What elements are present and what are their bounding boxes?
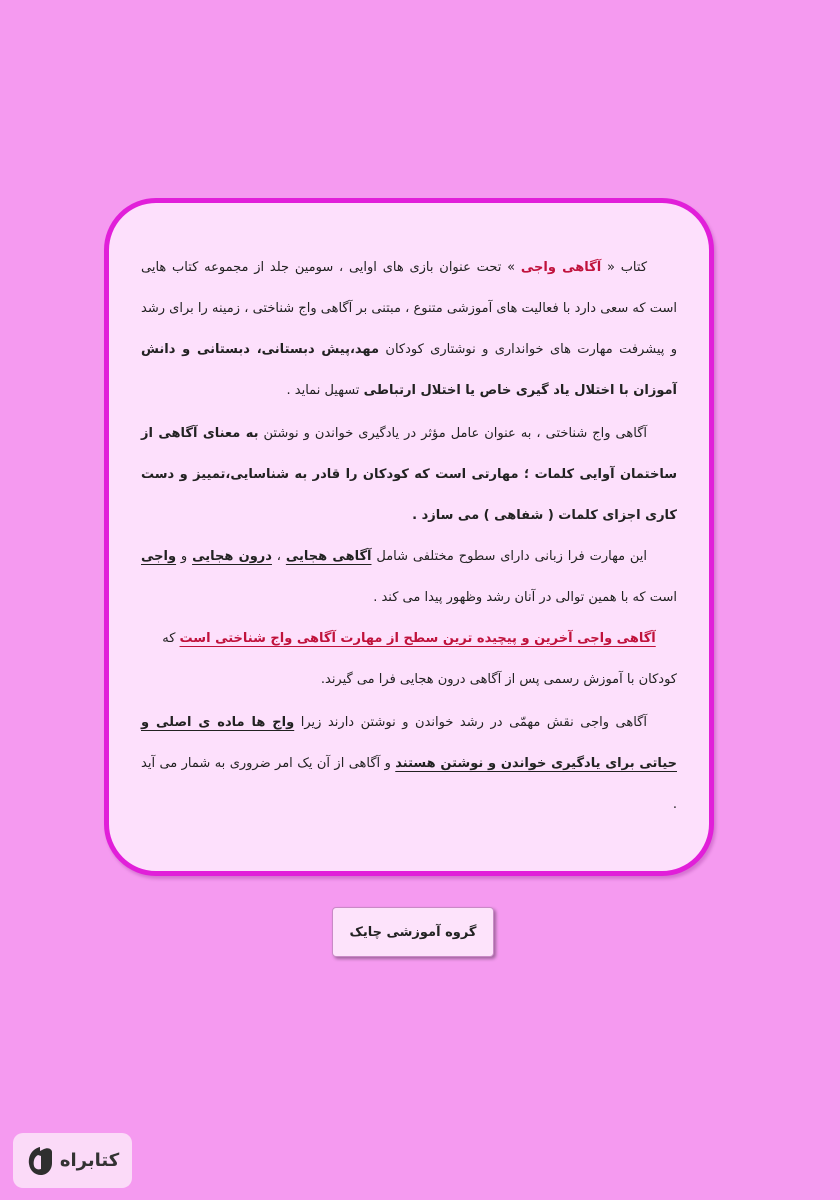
level-syllable: آگاهی هجایی [285,549,372,564]
credit-label: گروه آموزشی چایک [349,924,477,940]
kitabrah-logo[interactable] [13,1133,132,1188]
book-description [141,247,677,825]
paragraph-intro [141,247,677,411]
kitabrah-logo-icon [26,1146,54,1176]
text-run: این مهارت فرا زبانی دارای سطوح مختلفی شامل [371,549,648,564]
paragraph-highlight [141,618,677,659]
text-run: آگاهی واج شناختی ، به عنوان عامل مؤثر در یادگیری خواندن و نوشتن [258,426,647,441]
level-phonemic: واجی [141,549,177,564]
text-run: کتاب « [601,260,648,275]
paragraph-importance [141,702,677,825]
text-run: کودکان با آموزش رسمی پس از آگاهی درون هجایی فرا می گیرند. [320,672,677,687]
paragraph-children [141,659,677,700]
book-title: آگاهی واجی [520,260,602,275]
text-run: تسهیل نماید . [286,383,364,398]
logo-text: کتابراه [59,1150,120,1171]
text-run: ، [271,549,286,564]
text-run: » تحت عنوان بازی های اوایی ، سومین جلد از مجموعه کتاب هایی است که سعی دارد با فعالیت های آموزشی متنوع ، مبتنی بر آگاهی واج شناختی ، زمینه را برای رشد و پیشرفت مهارت های خوانداری و نوشتاری کودکان [141,260,677,357]
paragraph-definition [141,413,677,536]
bold-phrase: به معنای آگاهی از ساختمان آوایی کلمات ؛ مهارتی است که کودکان را قادر به شناسایی،تمییز و دست کاری اجزای کلمات ( شفاهی ) می سازد . [141,426,677,523]
text-panel [104,198,714,876]
bold-phrase: مهد،پیش دبستانی، دبستانی و دانش آموزان با اختلال یاد گیری خاص یا اختلال ارتباطی [141,342,677,398]
paragraph-levels [141,536,677,618]
text-run: است که با همین توالی در آنان رشد وظهور پیدا می کند . [373,590,677,605]
highlight-phrase: آگاهی واجی آخرین و پیچیده ترین سطح از مهارت آگاهی واج شناختی است [179,631,656,646]
credit-box [332,907,494,957]
text-run: و آگاهی از آن یک امر ضروری به شمار می آید . [141,756,677,812]
level-intrasyllabic: درون هجایی [192,549,272,564]
text-run: آگاهی واجی نقش مهمّی در رشد خواندن و نوشتن دارند زیرا [294,715,647,730]
underlined-phrase: واج ها ماده ی اصلی و حیاتی برای یادگیری خواندن و نوشتن هستند [141,715,677,771]
text-run: و [176,549,193,564]
text-run: که [162,631,180,646]
